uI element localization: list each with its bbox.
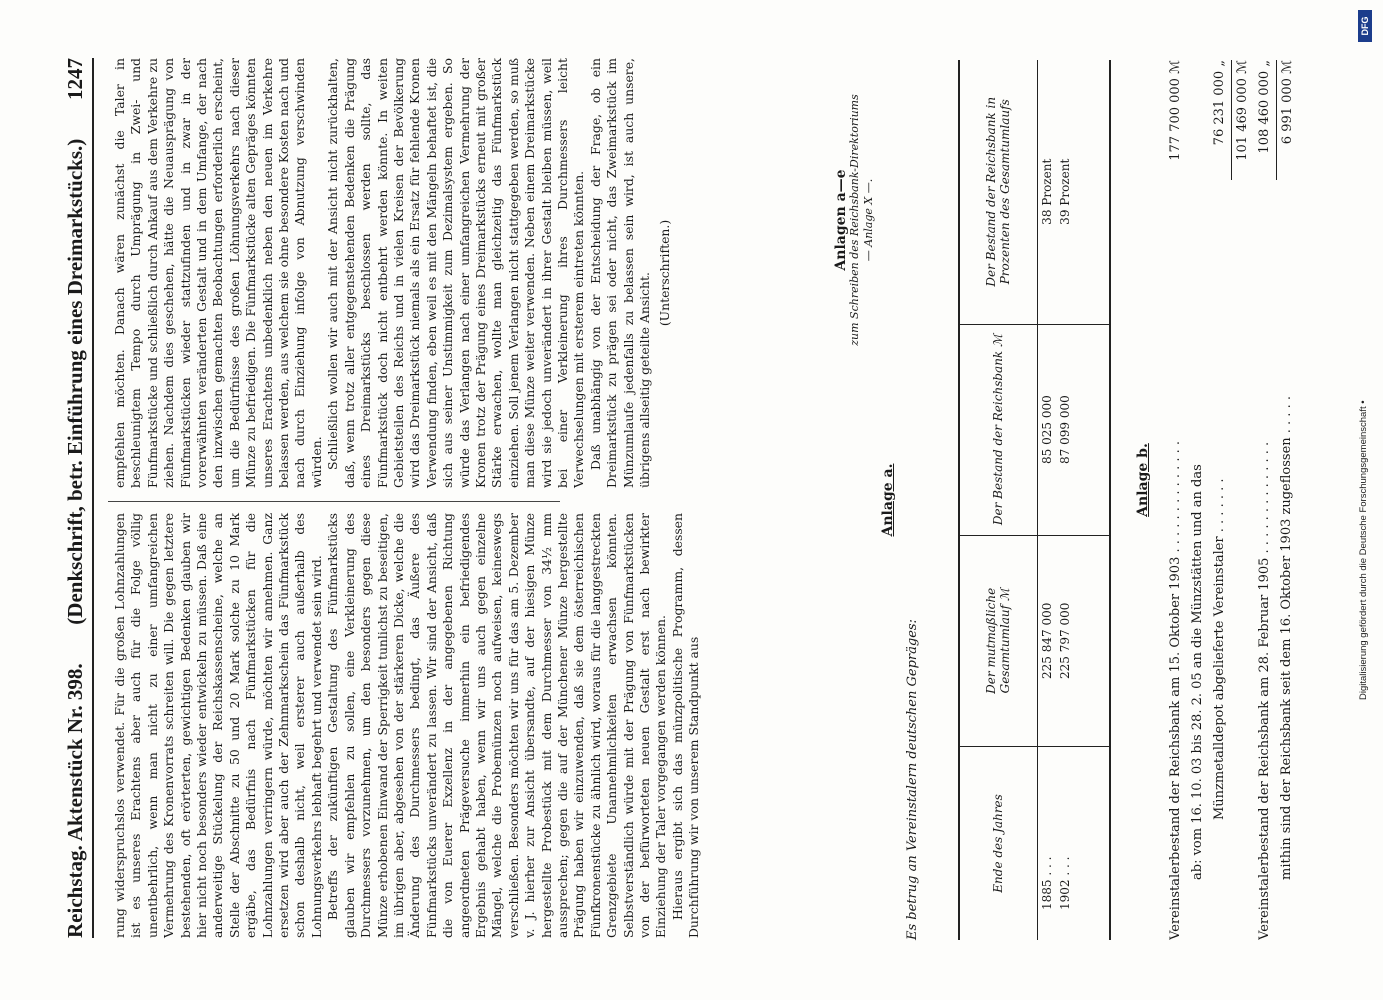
balance-row: [1276, 60, 1299, 940]
table-cell: 39 Prozent: [1056, 60, 1110, 324]
balance-row: [1187, 60, 1209, 940]
balance-amount: 177 700 000 ℳ: [1168, 60, 1183, 161]
paragraph: Daß unabhängig von der Entscheidung der Frage, ob ein Dreimarkstück zu prägen sei oder nicht, das Zweimarkstück im Münzumlaufe jedenfalls zu belassen sein wird, ist auch unsere, übrigens allseitig geteilte Ansicht.: [587, 58, 652, 488]
balance-label: ab: vom 16. 10. 03 bis 28. 2. 05 an die Münzstätten und an das: [1190, 464, 1205, 880]
balance-label: Vereinstalerbestand der Reichsbank am 28. Februar 1905 . . . . . . . . . . . . . .: [1257, 441, 1272, 940]
table-cell: 1902 . . .: [1056, 746, 1110, 940]
anlagen-ref: — Anlage X —.: [862, 178, 875, 262]
balance-amount: 108 460 000 „: [1257, 60, 1272, 154]
anlage-a-title: Anlage a.: [880, 463, 896, 537]
table-intro: Es betrug an Vereinstalern deutschen Gepräges:: [905, 619, 920, 940]
text-column-2: [112, 58, 674, 488]
table-cell: 38 Prozent: [1037, 60, 1056, 324]
anlagen-title: Anlagen a—e: [833, 169, 849, 271]
paragraph: Betreffs der zukünftigen Gestaltung des Fünfmarkstücks glauben wir empfehlen zu sollen, eine Verkleinerung des Durchmessers vorzunehmen, um den besonders gegen diese Münze erhobenen Einwand der Sperrigkeit tunlichst zu beseitigen, im übrigen aber, abgesehen von der stärkeren Dicke, welche die Änderung des Durchmessers bedingt, das Äußere des Fünfmarkstücks unverändert zu lassen. Wir sind der Ansicht, daß die von Euerer Exzellenz in der angegebenen Richtung angeordneten Prägeversuche immerhin ein befriedigendes Ergebnis gehabt haben, wenn wir uns auch gegen einzelne Mängel, welche die Probemünzen noch aufweisen, keineswegs verschließen. Besonders möchten wir uns für das am 5. Dezember v. J. hierher zur Ansicht übersandte, auf der hiesigen Münze hergestellte Probestück mit dem Durchmesser von 34½ mm aussprechen; gegen die auf der Münchener Münze hergestellte Prägung haben wir einzuwenden, daß sie dem österreichischen Fünfkronenstücke zu ähnlich wird, woraus für die langgestreckten Grenzgebiete Unannehmlichkeiten erwachsen könnten. Selbstverständlich würde mit der Prägung von Fünfmarkstücken von der befürworteten neuen Gestalt erst nach bewirkter Einziehung der Taler vorgegangen werden können.: [325, 513, 669, 938]
page-header: [58, 58, 94, 938]
header-left: Reichstag. Aktenstück Nr. 398.: [63, 663, 87, 938]
balance-amount: 76 231 000 „: [1212, 60, 1227, 146]
balance-label: [1231, 180, 1254, 940]
column-header: Der mutmaßliche Gesamtumlauf ℳ: [959, 535, 1037, 746]
anlagen-heading: [834, 80, 876, 360]
dfg-logo: DFG: [1358, 10, 1372, 42]
digitization-note: Digitalisierung gefördert durch die Deutsche Forschungsgemeinschaft •: [1358, 400, 1369, 700]
text-column-1: [112, 513, 703, 938]
balance-total: 6 991 000 ℳ: [1276, 60, 1299, 180]
balance-label: Vereinstalerbestand der Reichsbank am 15. Oktober 1903 . . . . . . . . . . . . . .: [1168, 440, 1183, 940]
paragraph: rung widerspruchslos verwendet. Für die großen Lohnzahlungen ist es unseres Erachtens aber auch für die Folge völlig unentbehrlich, wenn man nicht zu einer umfangreichen Vermehrung des Kronenvorrats schreiten will. Die gegen letztere bestehenden, oft erörterten, gewichtigen Bedenken glauben wir hier nicht noch besonders wieder entwickeln zu müssen. Daß eine anderweitige Stückelung der Reichskassenscheine, welche an Stelle der Abschnitte zu 50 und 20 Mark solche zu 10 Mark ergäbe, das Bedürfnis nach Fünfmarkstücken für die Lohnzahlungen verringern würde, möchten wir annehmen. Ganz ersetzen wird aber auch der Zehnmarkschein das Fünfmarkstück schon deshalb nicht, weil ersterer auch außerhalb des Lohnungsverkehrs lebhaft begehrt und verwendet sein wird.: [112, 513, 324, 938]
table-row: [1056, 60, 1110, 940]
anlage-b-title: Anlage b.: [1135, 443, 1151, 517]
paragraph: empfehlen möchten. Danach wären zunächst die Taler in beschleunigtem Tempo durch Umprägung in Zwei- und Fünfmarkstücke und schließlich durch Ankauf aus dem Verkehre zu ziehen. Nachdem dies geschehen, hätte die Neuausprägung von Fünfmarkstücken wieder stattzufinden und in zwar in der vorerwähnten veränderten Gestalt und in dem Umfange, der nach den inzwischen gemachten Beobachtungen erforderlich erscheint, um die Bedürfnisse des großen Löhnungsverkehrs nach dieser Münze zu befriedigen. Die Fünfmarkstücke alten Gepräges könnten unseres Erachtens unbedenklich neben den neuen im Verkehre belassen werden, aus welchem sie ohne besondere Kosten nach und nach durch Einziehung infolge von Abnutzung verschwinden würden.: [112, 58, 324, 488]
balance-row: [1254, 60, 1276, 940]
signature: (Unterschriften.): [657, 219, 673, 327]
table-cell: 87 099 000: [1056, 324, 1110, 535]
balance-row: [1231, 60, 1254, 940]
paragraph: Schließlich wollen wir auch mit der Ansicht nicht zurückhalten, daß, wenn trotz aller entgegenstehenden Bedenken die Prägung eines Dreimarkstücks beschlossen werden sollte, das Fünfmarkstück doch nicht entbehrt werden könnte. In weiten Gebietsteilen des Reichs und in vielen Kreisen der Bevölkerung wird das Dreimarkstück niemals als ein Ersatz für fehlende Kronen Verwendung finden, eben weil es mit den Mängeln behaftet ist, die sich aus seiner Unstimmigkeit zum Dezimalsystem ergeben. So würde das Verlangen nach einer umfangreichen Vermehrung der Kronen trotz der Prägung eines Dreimarkstücks erneut mit großer Stärke erwachen, wollte man gleichzeitig das Fünfmarkstück einziehen. Soll jenem Verlangen nicht stattgegeben werden, so muß man diese Münze weiter verwenden. Neben einem Dreimarkstücke wird sie jedoch unverändert in ihrer Gestalt bleiben müssen, weil bei einer Verkleinerung ihres Durchmessers leicht Verwechselungen mit ersterem eintreten könnten.: [325, 58, 587, 488]
balance-row: [1209, 60, 1231, 940]
balance-list: [1165, 60, 1299, 940]
column-header: Ende des Jahres: [959, 746, 1037, 940]
table-cell: 1885 . . .: [1039, 856, 1054, 910]
anlagen-subtitle: zum Schreiben des Reichsbank-Direktoriums: [848, 94, 861, 346]
page-number: 1247: [63, 58, 87, 100]
table-row: [1037, 60, 1056, 940]
balance-row: [1165, 60, 1187, 940]
paragraph: Hieraus ergibt sich das münzpolitische Programm, dessen Durchführung wir von unserem Standpunkt aus: [669, 513, 702, 938]
column-header: Der Bestand der Reichsbank in Prozenten des Gesamtumlaufs: [959, 60, 1037, 324]
header-title: (Denkschrift, betr. Einführung eines Dreimarkstücks.): [63, 138, 87, 625]
table-cell: 225 847 000: [1037, 535, 1056, 746]
table-cell: 85 025 000: [1037, 324, 1056, 535]
vereinstaler-table: [958, 60, 1111, 940]
column-divider: [108, 501, 560, 502]
balance-label: mithin sind der Reichsbank seit dem 16. Oktober 1903 zugeflossen . . . . .: [1279, 396, 1294, 880]
balance-label: Münzmetalldepot abgelieferte Vereinstaler . . . . . . .: [1212, 478, 1227, 820]
balance-subtotal: 101 469 000 ℳ: [1231, 60, 1254, 180]
column-header: Der Bestand der Reichsbank ℳ: [959, 324, 1037, 535]
balance-amount: [1187, 60, 1209, 180]
table-cell: 225 797 000: [1056, 535, 1110, 746]
